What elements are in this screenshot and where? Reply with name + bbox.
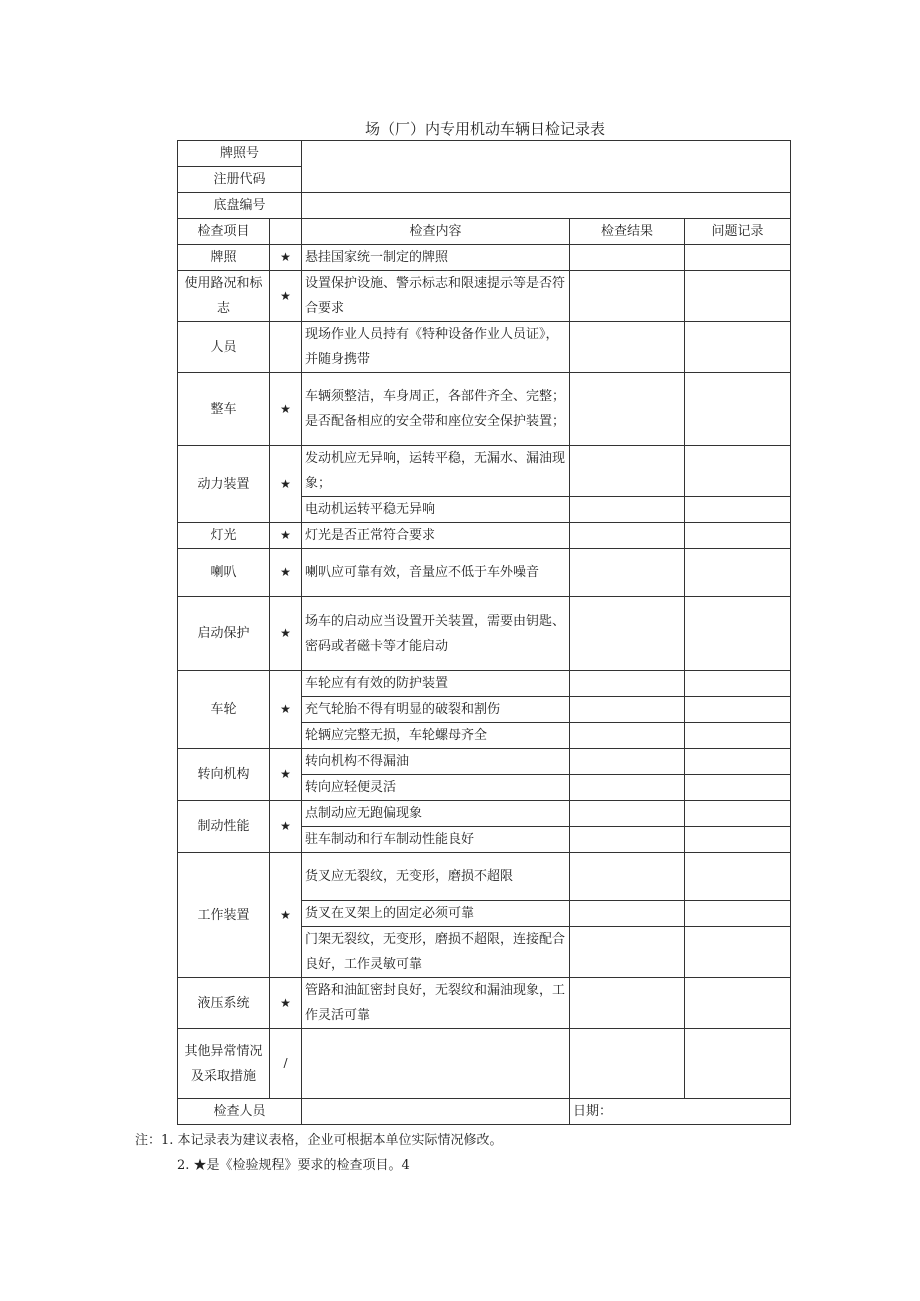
star-cell-empty <box>270 322 302 373</box>
header-problem: 问题记录 <box>685 219 791 245</box>
inspector-label: 检查人员 <box>178 1099 302 1125</box>
result-cell[interactable] <box>570 853 685 901</box>
item-wheels: 车轮 <box>178 671 270 749</box>
item-working-device: 工作装置 <box>178 853 270 978</box>
header-item: 检查项目 <box>178 219 270 245</box>
header-content: 检查内容 <box>302 219 570 245</box>
item-horn: 喇叭 <box>178 549 270 597</box>
registration-code-label: 注册代码 <box>178 167 302 193</box>
content-plate: 悬挂国家统一制定的牌照 <box>302 245 570 271</box>
star-mark: ★ <box>270 749 302 801</box>
result-cell[interactable] <box>570 775 685 801</box>
star-mark: ★ <box>270 597 302 671</box>
header-result: 检查结果 <box>570 219 685 245</box>
star-mark: ★ <box>270 853 302 978</box>
result-cell[interactable] <box>570 245 685 271</box>
problem-cell[interactable] <box>685 597 791 671</box>
problem-cell[interactable] <box>685 446 791 497</box>
result-cell[interactable] <box>570 373 685 446</box>
content-hydraulic: 管路和油缸密封良好，无裂纹和漏油现象，工作灵活可靠 <box>302 978 570 1029</box>
content-steering-light: 转向应轻便灵活 <box>302 775 570 801</box>
content-start-protection: 场车的启动应当设置开关装置，需要由钥匙、密码或者磁卡等才能启动 <box>302 597 570 671</box>
problem-cell[interactable] <box>685 245 791 271</box>
inspection-table <box>177 140 791 1125</box>
chassis-number-label: 底盘编号 <box>178 193 302 219</box>
star-mark: ★ <box>270 373 302 446</box>
star-mark: ★ <box>270 271 302 322</box>
problem-cell[interactable] <box>685 801 791 827</box>
item-plate: 牌照 <box>178 245 270 271</box>
problem-cell[interactable] <box>685 723 791 749</box>
result-cell[interactable] <box>570 549 685 597</box>
result-cell[interactable] <box>570 901 685 927</box>
star-mark: ★ <box>270 978 302 1029</box>
star-mark: ★ <box>270 801 302 853</box>
item-braking: 制动性能 <box>178 801 270 853</box>
content-steering-leak: 转向机构不得漏油 <box>302 749 570 775</box>
problem-cell[interactable] <box>685 523 791 549</box>
result-cell[interactable] <box>570 271 685 322</box>
content-personnel: 现场作业人员持有《特种设备作业人员证》，并随身携带 <box>302 322 570 373</box>
result-cell[interactable] <box>570 671 685 697</box>
star-mark: ★ <box>270 245 302 271</box>
item-vehicle: 整车 <box>178 373 270 446</box>
content-mast: 门架无裂纹，无变形，磨损不超限，连接配合良好，工作灵敏可靠 <box>302 927 570 978</box>
notes <box>135 1128 503 1178</box>
content-power-motor: 电动机运转平稳无异响 <box>302 497 570 523</box>
result-cell[interactable] <box>570 697 685 723</box>
problem-cell[interactable] <box>685 271 791 322</box>
problem-cell[interactable] <box>685 901 791 927</box>
item-start-protection: 启动保护 <box>178 597 270 671</box>
header-star <box>270 219 302 245</box>
result-cell[interactable] <box>570 827 685 853</box>
plate-registration-value[interactable] <box>302 141 791 193</box>
item-hydraulic: 液压系统 <box>178 978 270 1029</box>
item-steering: 转向机构 <box>178 749 270 801</box>
problem-cell[interactable] <box>685 853 791 901</box>
star-mark: ★ <box>270 549 302 597</box>
result-cell[interactable] <box>570 523 685 549</box>
problem-cell[interactable] <box>685 671 791 697</box>
result-cell[interactable] <box>570 1029 685 1099</box>
other-abnormal-value[interactable] <box>302 1029 570 1099</box>
chassis-number-value[interactable] <box>302 193 791 219</box>
problem-cell[interactable] <box>685 697 791 723</box>
problem-cell[interactable] <box>685 978 791 1029</box>
plate-number-label: 牌照号 <box>178 141 302 167</box>
problem-cell[interactable] <box>685 322 791 373</box>
result-cell[interactable] <box>570 927 685 978</box>
star-mark: ★ <box>270 446 302 523</box>
result-cell[interactable] <box>570 749 685 775</box>
item-other-abnormal: 其他异常情况及采取措施 <box>178 1029 270 1099</box>
form-title: 场（厂）内专用机动车辆日检记录表 <box>364 120 605 138</box>
content-fork-cracks: 货叉应无裂纹，无变形，磨损不超限 <box>302 853 570 901</box>
content-fork-fixing: 货叉在叉架上的固定必须可靠 <box>302 901 570 927</box>
problem-cell[interactable] <box>685 827 791 853</box>
item-power-unit: 动力装置 <box>178 446 270 523</box>
content-road-signs: 设置保护设施、警示标志和限速提示等是否符合要求 <box>302 271 570 322</box>
content-braking-parking: 驻车制动和行车制动性能良好 <box>302 827 570 853</box>
problem-cell[interactable] <box>685 1029 791 1099</box>
problem-cell[interactable] <box>685 373 791 446</box>
content-lights: 灯光是否正常符合要求 <box>302 523 570 549</box>
problem-cell[interactable] <box>685 549 791 597</box>
note-1: 注：1. 本记录表为建议表格，企业可根据本单位实际情况修改。 <box>135 1133 503 1148</box>
content-wheels-guard: 车轮应有有效的防护装置 <box>302 671 570 697</box>
star-mark: ★ <box>270 523 302 549</box>
problem-cell[interactable] <box>685 775 791 801</box>
content-vehicle: 车辆须整洁，车身周正，各部件齐全、完整；是否配备相应的安全带和座位安全保护装置； <box>302 373 570 446</box>
note-2: 2. ★是《检验规程》要求的检查项目。4 <box>177 1158 410 1173</box>
result-cell[interactable] <box>570 322 685 373</box>
problem-cell[interactable] <box>685 497 791 523</box>
content-power-engine: 发动机应无异响，运转平稳，无漏水、漏油现象； <box>302 446 570 497</box>
result-cell[interactable] <box>570 446 685 497</box>
item-lights: 灯光 <box>178 523 270 549</box>
content-wheels-tyre: 充气轮胎不得有明显的破裂和割伤 <box>302 697 570 723</box>
result-cell[interactable] <box>570 497 685 523</box>
slash-mark: / <box>270 1029 302 1099</box>
date-label[interactable]: 日期： <box>570 1099 791 1125</box>
item-road-signs: 使用路况和标志 <box>178 271 270 322</box>
item-personnel: 人员 <box>178 322 270 373</box>
result-cell[interactable] <box>570 723 685 749</box>
problem-cell[interactable] <box>685 749 791 775</box>
content-wheels-nuts: 轮辆应完整无损，车轮螺母齐全 <box>302 723 570 749</box>
result-cell[interactable] <box>570 978 685 1029</box>
star-mark: ★ <box>270 671 302 749</box>
content-horn: 喇叭应可靠有效，音量应不低于车外噪音 <box>302 549 570 597</box>
inspector-value[interactable] <box>302 1099 570 1125</box>
problem-cell[interactable] <box>685 927 791 978</box>
result-cell[interactable] <box>570 597 685 671</box>
content-braking-deviation: 点制动应无跑偏现象 <box>302 801 570 827</box>
result-cell[interactable] <box>570 801 685 827</box>
